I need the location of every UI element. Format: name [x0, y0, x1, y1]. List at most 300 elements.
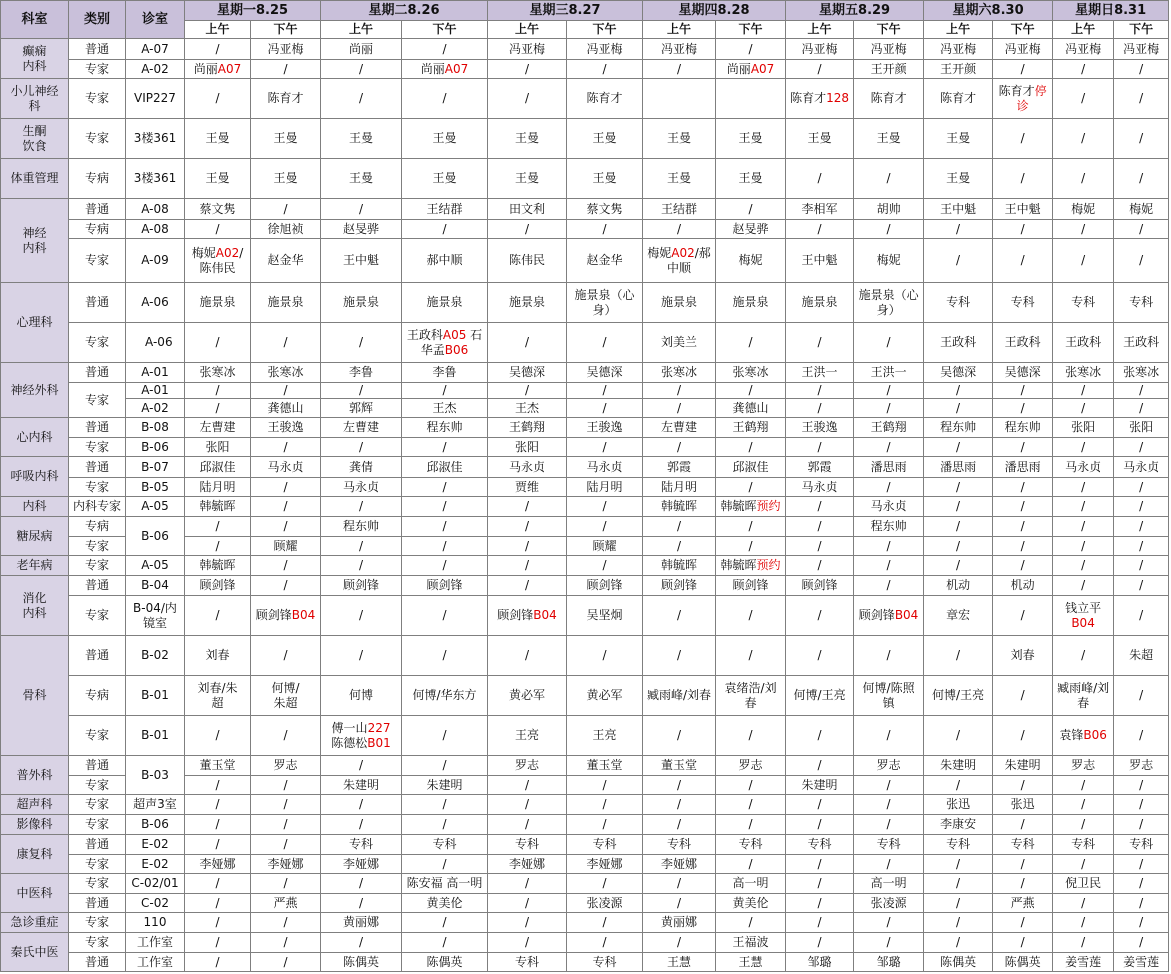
doctor-name: 王开颜 — [870, 61, 907, 76]
doctor-name: 王曼 — [946, 171, 971, 185]
doctor-name: 李娅娜 — [199, 856, 236, 871]
doctor-name: / — [442, 538, 447, 553]
doctor-slot — [321, 438, 402, 457]
doctor-name: 王骏逸 — [586, 420, 623, 434]
doctor-name: / — [956, 221, 961, 236]
doctor-name: / — [442, 383, 447, 397]
dept-name: 内科 — [22, 499, 47, 513]
doctor-name: / — [442, 915, 447, 929]
doctor-name: / — [817, 608, 822, 622]
doctor-slot — [567, 894, 643, 913]
doctor-name: 顾耀 — [273, 538, 298, 553]
doctor-slot — [251, 894, 321, 913]
doctor-name: / — [1139, 171, 1144, 185]
doctor-slot — [786, 756, 854, 776]
doctor-slot — [643, 497, 716, 517]
doctor-slot — [924, 478, 993, 497]
doctor-name: / — [1020, 439, 1025, 454]
doctor-slot — [321, 855, 402, 874]
doctor-slot — [402, 60, 488, 79]
schedule-row — [1, 159, 1169, 199]
schedule-row — [1, 576, 1169, 596]
doctor-slot — [716, 399, 786, 418]
doctor-name: 专科 — [1071, 295, 1096, 309]
doctor-slot — [1053, 815, 1114, 835]
doctor-slot — [488, 537, 567, 556]
doctor-slot — [786, 815, 854, 835]
doctor-name: 施景泉 — [509, 295, 546, 309]
doctor-name: 陈育才 — [870, 91, 907, 105]
clinic-type: 专家 — [69, 855, 126, 874]
doctor-slot — [251, 913, 321, 933]
doctor-slot — [567, 418, 643, 438]
doctor-name: 傅一山 — [331, 720, 368, 735]
doctor-name: / — [1139, 578, 1144, 592]
doctor-name: / — [886, 915, 891, 929]
doctor-name: / — [283, 954, 288, 969]
doctor-slot — [185, 283, 251, 323]
doctor-name: 吴德深 — [940, 365, 977, 379]
doctor-slot — [402, 363, 488, 383]
dept-name: 心理科 — [16, 315, 53, 329]
doctor-slot — [643, 159, 716, 199]
doctor-name: / — [1081, 253, 1086, 267]
doctor-slot — [716, 855, 786, 874]
doctor-slot — [854, 323, 924, 363]
doctor-name: 王中魁 — [1004, 201, 1041, 216]
dept-name: 生酮 饮食 — [22, 123, 47, 153]
doctor-name: 董玉堂 — [199, 758, 236, 772]
doctor-slot — [251, 457, 321, 478]
doctor-name: / — [956, 935, 961, 949]
doctor-name: / — [358, 648, 364, 662]
doctor-slot — [786, 913, 854, 933]
doctor-slot — [488, 933, 567, 953]
doctor-slot — [786, 855, 854, 874]
doctor-name: 程东帅 — [426, 420, 463, 434]
doctor-slot — [488, 399, 567, 418]
doctor-slot — [1053, 676, 1114, 716]
doctor-slot — [716, 39, 786, 60]
clinic-room: B-03 — [126, 756, 185, 795]
doctor-name: 机动 — [946, 578, 971, 592]
doctor-name: / — [602, 915, 607, 929]
doctor-name: 王杰 — [432, 400, 457, 415]
doctor-slot — [402, 776, 488, 795]
doctor-name: / — [1020, 538, 1025, 553]
doctor-name: / — [677, 648, 682, 662]
doctor-slot — [321, 636, 402, 676]
doctor-name: 左曹建 — [343, 420, 380, 434]
schedule-row — [1, 60, 1169, 79]
doctor-slot — [488, 913, 567, 933]
doctor-slot — [1053, 556, 1114, 576]
doctor-name: / — [1081, 797, 1086, 811]
doctor-name: / — [1139, 400, 1144, 415]
doctor-slot — [402, 636, 488, 676]
doctor-name: 施景泉（心 身） — [858, 287, 919, 317]
doctor-name: / — [886, 383, 891, 397]
doctor-slot — [185, 953, 251, 972]
doctor-slot — [716, 199, 786, 220]
doctor-slot — [854, 576, 924, 596]
doctor-name: / — [283, 876, 288, 890]
doctor-slot — [251, 576, 321, 596]
doctor-slot — [567, 457, 643, 478]
doctor-slot — [786, 199, 854, 220]
doctor-slot — [786, 835, 854, 855]
doctor-slot — [185, 636, 251, 676]
doctor-name: 严燕 — [1010, 895, 1035, 910]
doctor-name: / — [677, 400, 682, 415]
doctor-name: / — [283, 797, 288, 811]
doctor-slot — [716, 517, 786, 537]
doctor-name: / — [1139, 499, 1144, 513]
clinic-type: 普通 — [69, 756, 126, 776]
doctor-name: / — [283, 201, 288, 216]
doctor-slot — [643, 776, 716, 795]
doctor-name: 专科 — [807, 837, 832, 851]
doctor-slot — [185, 79, 251, 119]
doctor-slot — [786, 497, 854, 517]
doctor-name: 专科 — [592, 837, 617, 851]
doctor-name: 尚丽 — [726, 61, 751, 76]
doctor-slot — [321, 418, 402, 438]
doctor-name: / — [677, 817, 682, 831]
doctor-name: 朱超 — [1129, 648, 1154, 662]
doctor-slot — [786, 60, 854, 79]
doctor-name: 郭霞 — [667, 459, 692, 474]
doctor-slot — [716, 815, 786, 835]
doctor-slot — [402, 815, 488, 835]
doctor-name: / — [1139, 728, 1144, 742]
doctor-slot — [716, 953, 786, 972]
day-header: 星期五8.29 — [786, 1, 924, 21]
header-type: 类别 — [69, 1, 126, 39]
doctor-name: / — [1139, 688, 1144, 702]
doctor-slot — [643, 874, 716, 894]
doctor-name: 陈育才 — [267, 91, 304, 105]
doctor-name: 王曼 — [667, 131, 692, 145]
doctor-name: / — [1081, 61, 1086, 76]
doctor-slot — [402, 418, 488, 438]
doctor-name: 董玉堂 — [661, 758, 698, 772]
doctor-slot — [185, 323, 251, 363]
doctor-slot — [924, 199, 993, 220]
doctor-name: 冯亚梅 — [940, 41, 977, 56]
doctor-name: 梅妮 — [738, 253, 763, 267]
half-header-am: 上午 — [321, 21, 402, 39]
half-header-am: 上午 — [185, 21, 251, 39]
doctor-slot — [643, 399, 716, 418]
doctor-name: / — [886, 856, 891, 871]
dept-cell — [1, 79, 69, 119]
doctor-slot — [185, 756, 251, 776]
doctor-slot — [402, 556, 488, 576]
doctor-slot — [786, 283, 854, 323]
doctor-name: 罗志 — [515, 758, 540, 772]
doctor-slot — [1114, 835, 1169, 855]
doctor-slot — [786, 556, 854, 576]
doctor-slot — [402, 756, 488, 776]
doctor-slot — [716, 874, 786, 894]
doctor-slot — [567, 835, 643, 855]
doctor-slot — [321, 478, 402, 497]
schedule-row — [1, 383, 1169, 399]
doctor-slot — [993, 497, 1053, 517]
schedule-row — [1, 835, 1169, 855]
dept-name: 超声科 — [16, 797, 53, 811]
clinic-room: A-01 — [126, 363, 185, 383]
doctor-slot — [993, 220, 1053, 239]
clinic-room: B-05 — [126, 478, 185, 497]
room-note-highlight: A07 — [750, 61, 775, 76]
doctor-slot — [251, 855, 321, 874]
doctor-slot — [488, 418, 567, 438]
clinic-room: A-06 — [126, 323, 185, 363]
doctor-slot — [321, 537, 402, 556]
doctor-name: 尚丽 — [349, 41, 374, 56]
doctor-name: / — [748, 777, 753, 792]
doctor-slot — [786, 596, 854, 636]
doctor-name: 龚倩 — [349, 459, 374, 474]
doctor-name: 专科 — [667, 837, 692, 851]
doctor-slot — [567, 953, 643, 972]
doctor-slot — [185, 119, 251, 159]
doctor-slot — [402, 855, 488, 874]
doctor-slot — [924, 636, 993, 676]
room-note-highlight: A05 — [442, 327, 467, 342]
doctor-name: 朱建明 — [940, 758, 977, 772]
doctor-name: / — [215, 519, 220, 533]
doctor-slot — [251, 636, 321, 676]
doctor-name: 张寒冰 — [1065, 365, 1102, 379]
doctor-slot — [1114, 953, 1169, 972]
clinic-room: A-06 — [126, 283, 185, 323]
clinic-room: E-02 — [126, 835, 185, 855]
clinic-type: 专家 — [69, 60, 126, 79]
doctor-slot — [488, 517, 567, 537]
doctor-slot — [786, 383, 854, 399]
doctor-slot — [993, 913, 1053, 933]
doctor-name: / — [215, 895, 220, 910]
doctor-name: 何博/王亮 — [932, 688, 985, 702]
doctor-slot — [786, 438, 854, 457]
doctor-slot — [1053, 795, 1114, 815]
doctor-name: / — [677, 221, 682, 236]
doctor-name: / — [1139, 876, 1144, 890]
doctor-slot — [567, 438, 643, 457]
doctor-slot — [924, 953, 993, 972]
doctor-name: / — [525, 538, 530, 553]
doctor-slot — [993, 596, 1053, 636]
doctor-slot — [924, 517, 993, 537]
doctor-name: 马永贞 — [509, 459, 546, 474]
doctor-name: / — [1020, 253, 1025, 267]
doctor-slot — [251, 497, 321, 517]
doctor-name: / — [215, 777, 220, 792]
doctor-name: / — [1020, 608, 1025, 622]
clinic-room: B-02 — [126, 636, 185, 676]
doctor-slot — [786, 399, 854, 418]
clinic-room: 超声3室 — [126, 795, 185, 815]
doctor-slot — [567, 60, 643, 79]
doctor-slot — [1114, 913, 1169, 933]
doctor-slot — [1114, 60, 1169, 79]
dept-name: 神经外科 — [10, 382, 59, 397]
schedule-row — [1, 913, 1169, 933]
doctor-slot — [716, 776, 786, 795]
doctor-slot — [786, 323, 854, 363]
doctor-name: / — [215, 954, 220, 969]
dept-name: 秦氏中医 — [10, 944, 59, 959]
doctor-slot — [402, 399, 488, 418]
doctor-slot — [251, 60, 321, 79]
doctor-slot — [488, 39, 567, 60]
doctor-slot — [924, 283, 993, 323]
doctor-slot — [993, 418, 1053, 438]
doctor-slot — [993, 835, 1053, 855]
doctor-name: 王曼 — [432, 171, 457, 185]
doctor-slot — [488, 199, 567, 220]
doctor-name: 王骏逸 — [801, 420, 838, 434]
doctor-slot — [488, 159, 567, 199]
half-header-am: 上午 — [1053, 21, 1114, 39]
doctor-name: 李相军 — [801, 201, 838, 216]
doctor-slot — [924, 815, 993, 835]
dept-cell — [1, 457, 69, 497]
doctor-name: 黄丽娜 — [343, 915, 380, 929]
doctor-slot — [854, 60, 924, 79]
doctor-slot — [567, 815, 643, 835]
doctor-slot — [716, 537, 786, 556]
doctor-slot — [1053, 220, 1114, 239]
doctor-slot — [993, 894, 1053, 913]
doctor-slot — [716, 894, 786, 913]
doctor-name: 陈伟民 — [509, 253, 546, 267]
dept-name: 急诊重症 — [10, 915, 59, 929]
doctor-name: 钱立平 — [1065, 600, 1102, 615]
doctor-name: / — [817, 895, 822, 910]
doctor-name: / — [817, 856, 822, 871]
doctor-slot — [402, 119, 488, 159]
clinic-type: 专家 — [69, 478, 126, 497]
clinic-type: 专家 — [69, 716, 126, 756]
doctor-slot — [567, 220, 643, 239]
doctor-name: / — [1139, 856, 1144, 871]
doctor-name: / — [1020, 856, 1025, 871]
doctor-name: 张寒冰 — [661, 365, 698, 379]
doctor-slot — [1114, 220, 1169, 239]
doctor-name: 刘春 — [1010, 648, 1035, 662]
dept-name: 体重管理 — [10, 171, 59, 185]
doctor-name: / 陈伟民 — [199, 245, 244, 275]
doctor-name: / — [525, 499, 530, 513]
doctor-slot — [185, 716, 251, 756]
schedule-row — [1, 283, 1169, 323]
doctor-name: / — [442, 439, 447, 454]
clinic-type: 普通 — [69, 39, 126, 60]
doctor-name: / — [1139, 608, 1144, 622]
doctor-name: 专科 — [946, 837, 971, 851]
clinic-type: 专家 — [69, 383, 126, 418]
clinic-type: 普通 — [69, 199, 126, 220]
clinic-room: VIP227 — [126, 79, 185, 119]
clinic-room: A-07 — [126, 39, 185, 60]
doctor-name: 程东帅 — [1004, 420, 1041, 434]
doctor-name: 顾剑锋 — [343, 578, 380, 592]
doctor-name: / — [442, 608, 447, 622]
room-note-highlight: B06 — [1083, 728, 1107, 742]
doctor-slot — [488, 383, 567, 399]
doctor-slot — [643, 438, 716, 457]
doctor-slot — [854, 283, 924, 323]
doctor-slot — [402, 795, 488, 815]
doctor-slot — [993, 438, 1053, 457]
doctor-name: / — [602, 797, 607, 811]
doctor-name: 专科 — [1071, 837, 1096, 851]
doctor-slot — [251, 478, 321, 497]
doctor-slot — [716, 119, 786, 159]
doctor-name: 左曹建 — [661, 420, 698, 434]
doctor-name: / — [817, 648, 822, 662]
doctor-slot — [402, 576, 488, 596]
dept-name: 康复科 — [16, 846, 53, 861]
doctor-name: / — [358, 758, 364, 772]
doctor-slot — [924, 596, 993, 636]
doctor-slot — [1053, 874, 1114, 894]
doctor-slot — [993, 39, 1053, 60]
doctor-slot — [185, 894, 251, 913]
doctor-name: / — [677, 61, 682, 76]
doctor-name: / — [358, 817, 364, 831]
doctor-name: 顾耀 — [592, 538, 617, 553]
doctor-name: / — [283, 499, 288, 513]
day-header: 星期一8.25 — [185, 1, 321, 21]
doctor-name: / — [602, 648, 607, 662]
doctor-slot — [321, 776, 402, 795]
doctor-slot — [716, 220, 786, 239]
doctor-name: 施景泉 — [801, 295, 838, 309]
dept-cell — [1, 199, 69, 283]
doctor-slot — [854, 556, 924, 576]
clinic-room: A-05 — [126, 556, 185, 576]
doctor-slot — [1053, 953, 1114, 972]
doctor-slot — [643, 39, 716, 60]
doctor-slot — [786, 894, 854, 913]
doctor-name: 王洪一 — [870, 365, 907, 379]
dept-cell — [1, 576, 69, 636]
doctor-slot — [488, 855, 567, 874]
doctor-slot — [854, 119, 924, 159]
doctor-slot — [993, 199, 1053, 220]
doctor-slot — [924, 776, 993, 795]
doctor-slot — [854, 716, 924, 756]
doctor-name: / — [283, 817, 288, 831]
doctor-name: 黄丽娜 — [661, 915, 698, 929]
doctor-name: 李康安 — [940, 817, 977, 831]
schedule-row — [1, 874, 1169, 894]
doctor-name: 韩毓晖 — [661, 558, 698, 572]
clinic-room: E-02 — [126, 855, 185, 874]
doctor-name: / — [442, 797, 447, 811]
doctor-name: 李娅娜 — [661, 856, 698, 871]
doctor-slot — [567, 596, 643, 636]
doctor-slot — [643, 220, 716, 239]
doctor-slot — [1053, 418, 1114, 438]
doctor-slot — [1114, 874, 1169, 894]
doctor-slot — [402, 323, 488, 363]
